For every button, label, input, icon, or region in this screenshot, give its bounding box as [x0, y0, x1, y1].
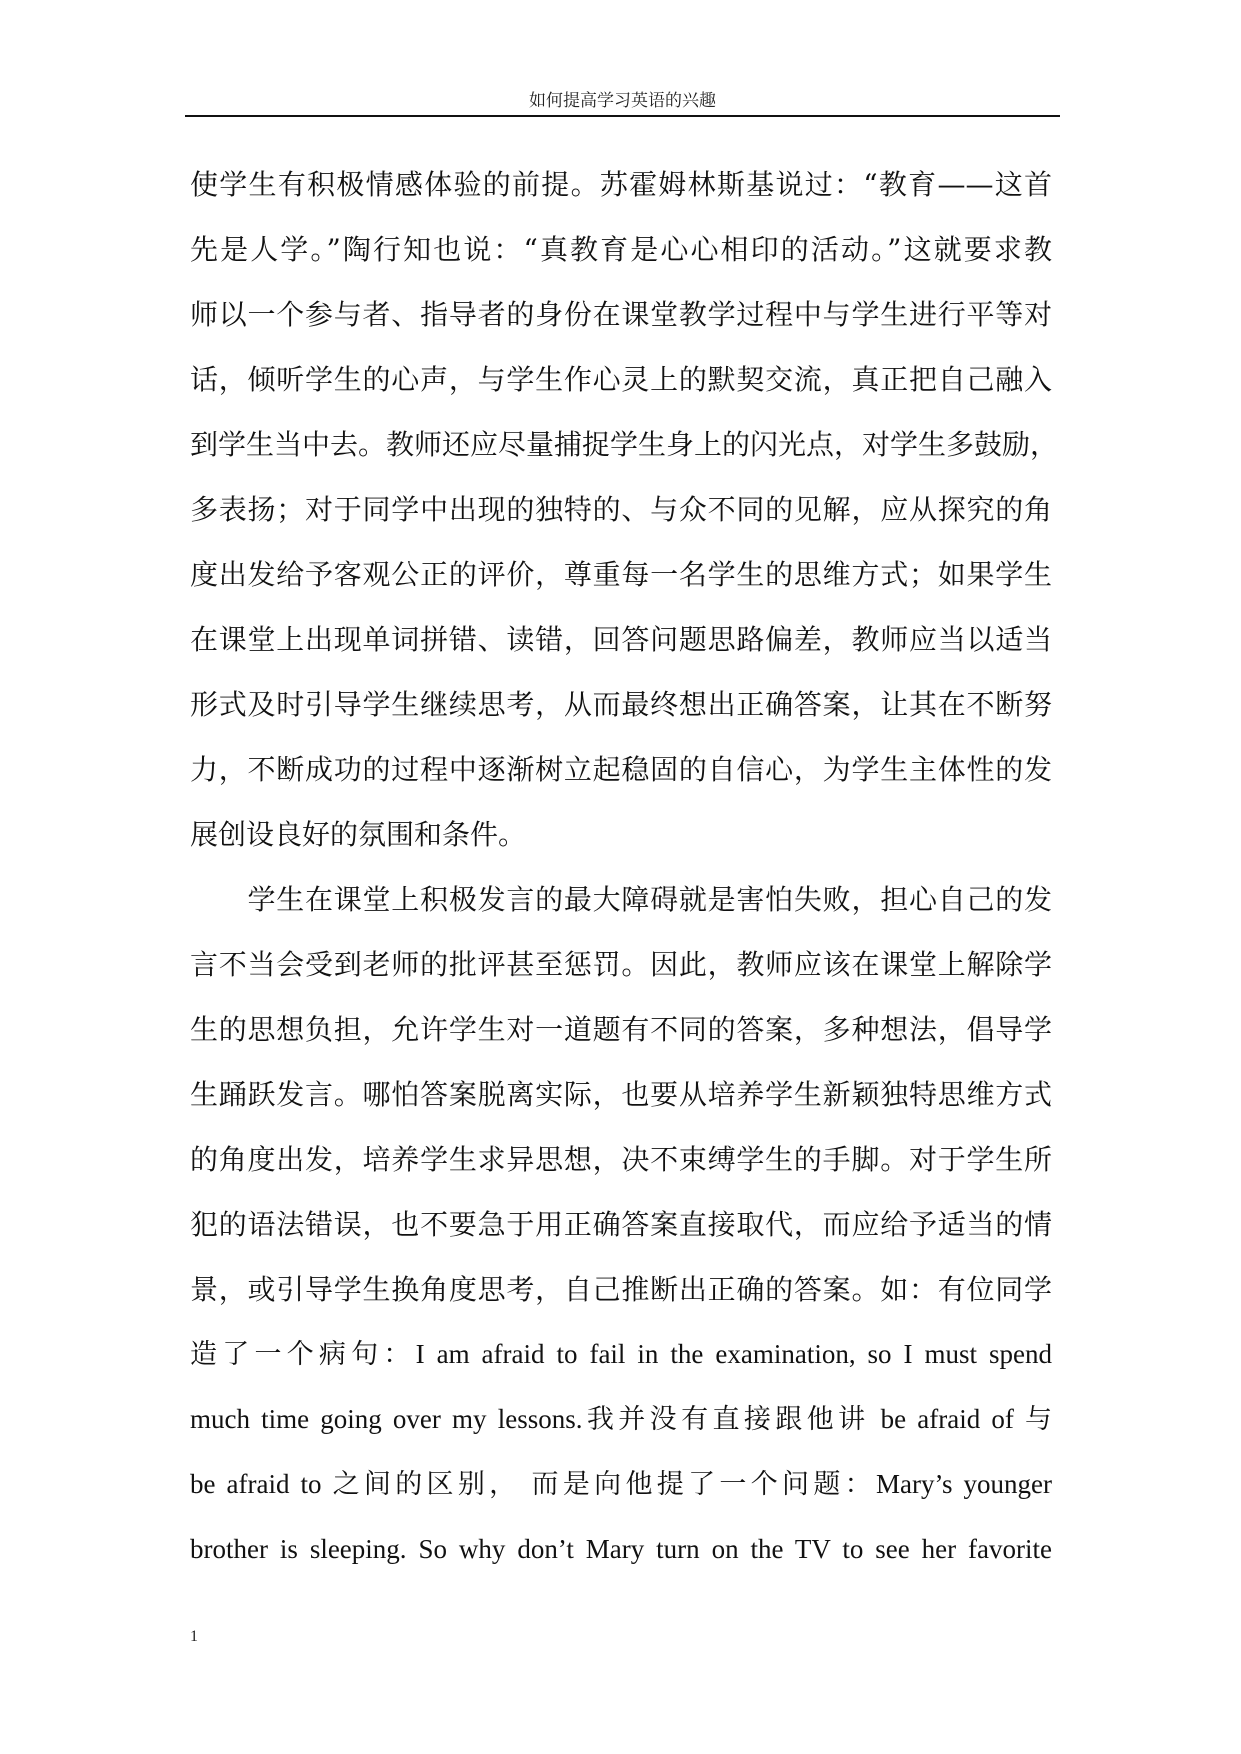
text-line: 的角度出发，培养学生求异思想，决不束缚学生的手脚。对于学生所 — [190, 1143, 1052, 1176]
text-line: brother is sleeping. So why don’t Mary turn on the TV to see her favorite — [190, 1534, 1052, 1564]
text-line: 犯的语法错误，也不要急于用正确答案直接取代，而应给予适当的情 — [190, 1208, 1052, 1241]
text-line: 力，不断成功的过程中逐渐树立起稳固的自信心，为学生主体性的发 — [190, 753, 1052, 786]
text-line: 学生在课堂上积极发言的最大障碍就是害怕失败，担心自己的发 — [190, 883, 1052, 916]
paragraph-2 — [190, 867, 1052, 1582]
text-line: 形式及时引导学生继续思考，从而最终想出正确答案，让其在不断努 — [190, 688, 1052, 721]
text-line: much time going over my lessons.我并没有直接跟他讲 be afraid of 与 — [190, 1404, 1052, 1434]
text-line: 多表扬；对于同学中出现的独特的、与众不同的见解，应从探究的角 — [190, 493, 1052, 526]
text-line: 景，或引导学生换角度思考，自己推断出正确的答案。如：有位同学 — [190, 1273, 1052, 1306]
text-line: 生踊跃发言。哪怕答案脱离实际，也要从培养学生新颖独特思维方式 — [190, 1078, 1052, 1111]
text-line: be afraid to 之间的区别， 而是向他提了一个问题：Mary’s younger — [190, 1469, 1052, 1499]
header-divider — [185, 115, 1060, 117]
page-number: 1 — [190, 1628, 198, 1645]
text-line: 师以一个参与者、指导者的身份在课堂教学过程中与学生进行平等对 — [190, 298, 1052, 331]
text-line: 造了一个病句：I am afraid to fail in the examination, so I must spend — [190, 1339, 1052, 1369]
text-line: 话，倾听学生的心声，与学生作心灵上的默契交流，真正把自己融入 — [190, 363, 1052, 396]
text-line: 使学生有积极情感体验的前提。苏霍姆林斯基说过：“教育——这首 — [190, 168, 1052, 201]
text-line: 言不当会受到老师的批评甚至惩罚。因此，教师应该在课堂上解除学 — [190, 948, 1052, 981]
page-header — [185, 86, 1060, 116]
document-body — [190, 152, 1059, 1582]
text-line: 度出发给予客观公正的评价，尊重每一名学生的思维方式；如果学生 — [190, 558, 1052, 591]
paragraph-1 — [190, 152, 1059, 867]
text-line: 到学生当中去。教师还应尽量捕捉学生身上的闪光点，对学生多鼓励， — [190, 428, 1059, 461]
text-line: 先是人学。”陶行知也说：“真教育是心心相印的活动。”这就要求教 — [190, 233, 1052, 266]
header-title: 如何提高学习英语的兴趣 — [529, 91, 716, 111]
text-line: 展创设良好的氛围和条件。 — [190, 818, 527, 851]
text-line: 生的思想负担，允许学生对一道题有不同的答案，多种想法，倡导学 — [190, 1013, 1052, 1046]
text-line: 在课堂上出现单词拼错、读错，回答问题思路偏差，教师应当以适当 — [190, 623, 1052, 656]
